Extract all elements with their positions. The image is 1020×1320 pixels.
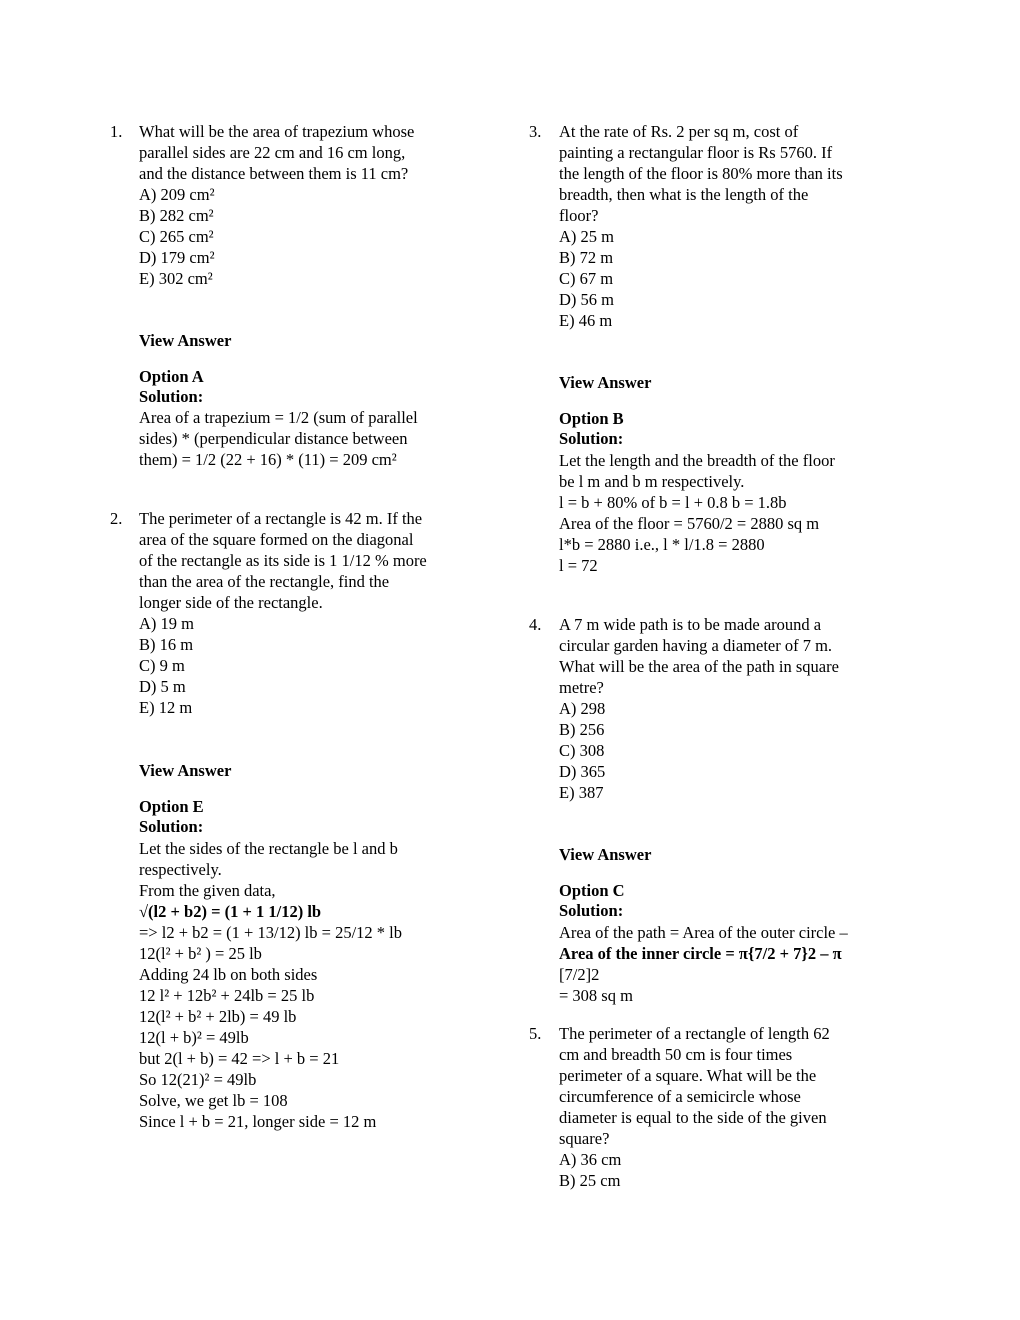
answer-option: D) 5 m <box>139 677 186 696</box>
solution-line: Adding 24 lb on both sides <box>139 965 318 984</box>
question-text-line: cm and breadth 50 cm is four times <box>559 1045 793 1064</box>
solution-label: Solution: <box>139 817 204 836</box>
question-body <box>139 121 414 289</box>
answer-option: C) 9 m <box>139 656 185 675</box>
correct-option: Option A <box>139 367 204 386</box>
question-text-line: What will be the area of the path in square <box>559 657 839 676</box>
question-text-line: than the area of the rectangle, find the <box>139 572 390 591</box>
solution-body <box>139 838 402 1132</box>
answer-option: A) 209 cm² <box>139 185 215 204</box>
solution-line: 12(l² + b² + 2lb) = 49 lb <box>139 1007 297 1026</box>
solution-line: [7/2]2 <box>559 965 600 984</box>
answer-option: C) 67 m <box>559 269 614 288</box>
question-text-line: floor? <box>559 206 599 225</box>
answer-option: E) 46 m <box>559 311 613 330</box>
solution-line: Area of the path = Area of the outer circle – <box>559 923 848 942</box>
answer-option: D) 56 m <box>559 290 614 309</box>
question-text-line: square? <box>559 1129 610 1148</box>
view-answer-link[interactable]: View Answer <box>559 845 652 864</box>
question-text-line: the length of the floor is 80% more than its <box>559 164 843 183</box>
solution-line: them) = 1/2 (22 + 16) * (11) = 209 cm² <box>139 450 397 469</box>
question-number: 1. <box>110 122 123 141</box>
solution-line: respectively. <box>139 860 222 879</box>
solution-line: √(l2 + b2) = (1 + 1 1/12) lb <box>139 902 322 921</box>
answer-option: E) 387 <box>559 783 604 802</box>
question-text-line: metre? <box>559 678 604 697</box>
solution-label: Solution: <box>559 901 624 920</box>
question-text-line: The perimeter of a rectangle of length 62 <box>559 1024 830 1043</box>
solution-line: l*b = 2880 i.e., l * l/1.8 = 2880 <box>559 535 765 554</box>
question-text-line: circular garden having a diameter of 7 m. <box>559 636 833 655</box>
question-number: 5. <box>529 1024 542 1043</box>
answer-option: B) 256 <box>559 720 605 739</box>
question-text-line: parallel sides are 22 cm and 16 cm long, <box>139 143 406 162</box>
view-answer-link[interactable]: View Answer <box>139 331 232 350</box>
question-body <box>559 1023 830 1191</box>
solution-line: l = b + 80% of b = l + 0.8 b = 1.8b <box>559 493 787 512</box>
solution-line: 12(l + b)² = 49lb <box>139 1028 249 1047</box>
answer-option: B) 282 cm² <box>139 206 214 225</box>
answer-option: E) 12 m <box>139 698 193 717</box>
question-text-line: breadth, then what is the length of the <box>559 185 809 204</box>
question-body <box>139 508 427 718</box>
solution-body <box>559 450 835 576</box>
answer-option: D) 365 <box>559 762 606 781</box>
answer-option: A) 36 cm <box>559 1150 622 1169</box>
solution-line: So 12(21)² = 49lb <box>139 1070 257 1089</box>
question-text-line: and the distance between them is 11 cm? <box>139 164 409 183</box>
solution-line: Let the length and the breadth of the floor <box>559 451 835 470</box>
solution-line: 12(l² + b² ) = 25 lb <box>139 944 262 963</box>
solution-line: Solve, we get lb = 108 <box>139 1091 288 1110</box>
solution-body <box>559 922 848 1006</box>
question-number: 3. <box>529 122 542 141</box>
question-text-line: A 7 m wide path is to be made around a <box>559 615 822 634</box>
answer-option: C) 265 cm² <box>139 227 214 246</box>
question-number: 2. <box>110 509 123 528</box>
answer-option: A) 19 m <box>139 614 194 633</box>
question-number: 4. <box>529 615 542 634</box>
solution-line: l = 72 <box>559 556 598 575</box>
answer-option: A) 25 m <box>559 227 614 246</box>
solution-line: but 2(l + b) = 42 => l + b = 21 <box>139 1049 340 1068</box>
solution-label: Solution: <box>139 387 204 406</box>
question-text-line: The perimeter of a rectangle is 42 m. If the <box>139 509 423 528</box>
question-text-line: painting a rectangular floor is Rs 5760. If <box>559 143 833 162</box>
solution-line: Area of the floor = 5760/2 = 2880 sq m <box>559 514 820 533</box>
solution-line: 12 l² + 12b² + 24lb = 25 lb <box>139 986 315 1005</box>
question-text-line: diameter is equal to the side of the given <box>559 1108 827 1127</box>
solution-line: => l2 + b2 = (1 + 13/12) lb = 25/12 * lb <box>139 923 402 942</box>
question-body <box>559 121 843 331</box>
question-body <box>559 614 839 803</box>
answer-option: C) 308 <box>559 741 605 760</box>
answer-option: B) 72 m <box>559 248 614 267</box>
answer-option: E) 302 cm² <box>139 269 213 288</box>
correct-option: Option E <box>139 797 204 816</box>
answer-option: D) 179 cm² <box>139 248 215 267</box>
correct-option: Option B <box>559 409 624 428</box>
view-answer-link[interactable]: View Answer <box>139 761 232 780</box>
answer-option: B) 25 cm <box>559 1171 621 1190</box>
solution-line: Area of the inner circle = π{7/2 + 7}2 – π <box>559 944 842 963</box>
solution-line: Since l + b = 21, longer side = 12 m <box>139 1112 377 1131</box>
solution-body <box>139 407 418 470</box>
answer-option: A) 298 <box>559 699 606 718</box>
question-text-line: circumference of a semicircle whose <box>559 1087 801 1106</box>
correct-option: Option C <box>559 881 625 900</box>
question-text-line: of the rectangle as its side is 1 1/12 % more <box>139 551 427 570</box>
question-text-line: What will be the area of trapezium whose <box>139 122 415 141</box>
question-text-line: area of the square formed on the diagonal <box>139 530 414 549</box>
solution-line: Area of a trapezium = 1/2 (sum of parallel <box>139 408 418 427</box>
solution-label: Solution: <box>559 429 624 448</box>
question-text-line: longer side of the rectangle. <box>139 593 323 612</box>
solution-line: Let the sides of the rectangle be l and b <box>139 839 398 858</box>
solution-line: = 308 sq m <box>559 986 633 1005</box>
question-text-line: At the rate of Rs. 2 per sq m, cost of <box>559 122 799 141</box>
solution-line: sides) * (perpendicular distance between <box>139 429 408 448</box>
question-text-line: perimeter of a square. What will be the <box>559 1066 817 1085</box>
solution-line: be l m and b m respectively. <box>559 472 745 491</box>
solution-line: From the given data, <box>139 881 276 900</box>
view-answer-link[interactable]: View Answer <box>559 373 652 392</box>
answer-option: B) 16 m <box>139 635 194 654</box>
